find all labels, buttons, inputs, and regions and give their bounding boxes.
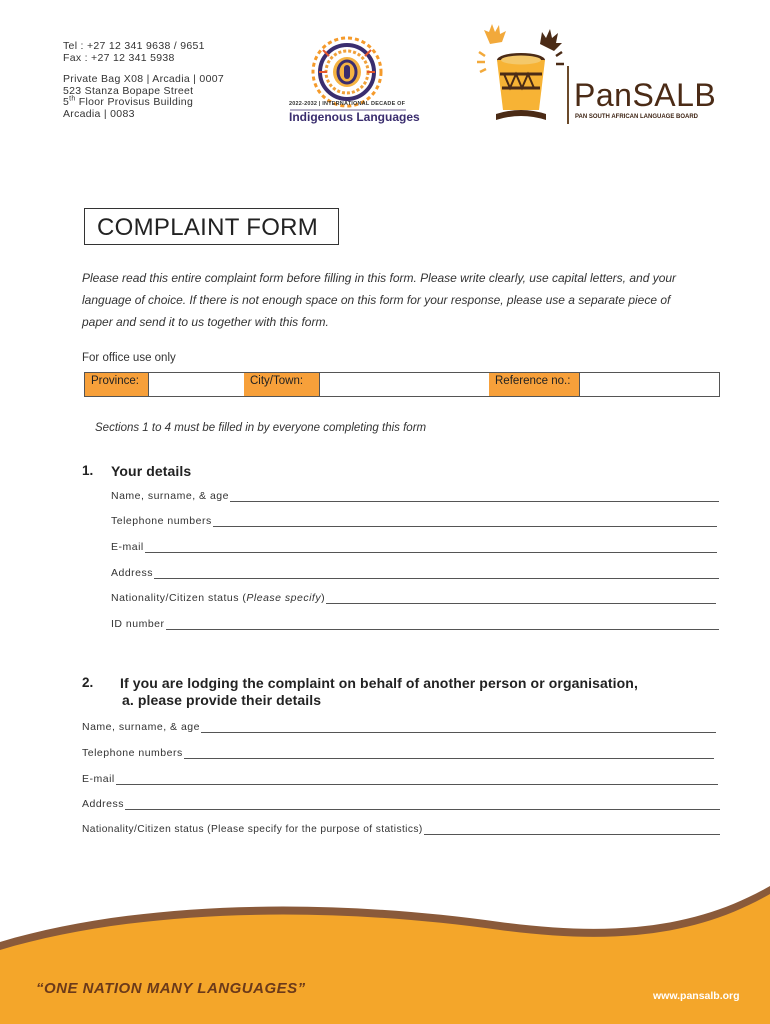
s2-email-field[interactable]: E-mail	[82, 771, 718, 785]
fax-text: Fax : +27 12 341 5938	[63, 51, 175, 64]
s2-name-field[interactable]: Name, surname, & age	[82, 719, 716, 733]
s1-name-field[interactable]: Name, surname, & age	[111, 488, 719, 502]
section-2-number: 2.	[82, 675, 94, 690]
suburb-address-text: Arcadia | 0083	[63, 107, 135, 120]
intro-line-2: language of choice. If there is not enough space on this form for your response, please use a separate piece of	[82, 293, 671, 307]
reference-label-cell: Reference no.:	[489, 373, 579, 396]
pansalb-drum-logo	[474, 22, 569, 132]
footer-motto: “ONE NATION MANY LANGUAGES”	[36, 980, 306, 997]
sections-note: Sections 1 to 4 must be filled in by everyone completing this form	[95, 422, 427, 434]
footer-wave	[0, 880, 770, 1024]
s1-nationality-field[interactable]: Nationality/Citizen status (Please specify)	[111, 590, 716, 604]
section-1-title: Your details	[111, 463, 192, 479]
province-label-cell: Province:	[85, 373, 148, 396]
reference-input-cell[interactable]	[579, 373, 719, 396]
idl-caption: 2022-2032 | INTERNATIONAL DECADE OF	[289, 101, 406, 107]
footer-website-link[interactable]: www.pansalb.org	[653, 990, 740, 1002]
s2-address-field[interactable]: Address	[82, 796, 720, 810]
s2-nationality-field[interactable]: Nationality/Citizen status (Please specify for the purpose of statistics)	[82, 821, 720, 835]
idl-title: Indigenous Languages	[289, 110, 420, 124]
contact-info	[63, 41, 224, 120]
form-title: COMPLAINT FORM	[97, 214, 319, 241]
intro-line-1: Please read this entire complaint form before filling in this form. Please write clearly, use capital letters, and your	[82, 271, 677, 285]
section-2-title-line-1: If you are lodging the complaint on behalf of another person or organisation,	[120, 675, 638, 691]
building-address-text: 5th Floor Provisus Building	[63, 95, 194, 108]
telephone-text: Tel : +27 12 341 9638 / 9651	[63, 40, 205, 52]
section-2-title-line-2: a. please provide their details	[122, 692, 322, 708]
city-label-cell: City/Town:	[244, 373, 319, 396]
s1-email-field[interactable]: E-mail	[111, 539, 717, 553]
postal-address-text: Private Bag X08 | Arcadia | 0007	[63, 73, 224, 85]
form-title-box	[84, 208, 339, 245]
city-input-cell[interactable]	[319, 373, 489, 396]
office-use-table	[84, 372, 720, 397]
pansalb-divider	[567, 66, 569, 124]
pansalb-wordmark: PanSALB	[574, 77, 717, 113]
province-input-cell[interactable]	[148, 373, 244, 396]
s1-address-field[interactable]: Address	[111, 565, 719, 579]
street-address-text: 523 Stanza Bopape Street	[63, 84, 194, 97]
s1-telephone-field[interactable]: Telephone numbers	[111, 513, 717, 527]
pansalb-subtitle: PAN SOUTH AFRICAN LANGUAGE BOARD	[575, 114, 698, 120]
office-use-label: For office use only	[82, 352, 176, 364]
s1-id-number-field[interactable]: ID number	[111, 616, 719, 630]
intro-line-3: paper and send it to us together with this form.	[82, 315, 329, 329]
s2-telephone-field[interactable]: Telephone numbers	[82, 745, 714, 759]
section-1-number: 1.	[82, 463, 94, 478]
